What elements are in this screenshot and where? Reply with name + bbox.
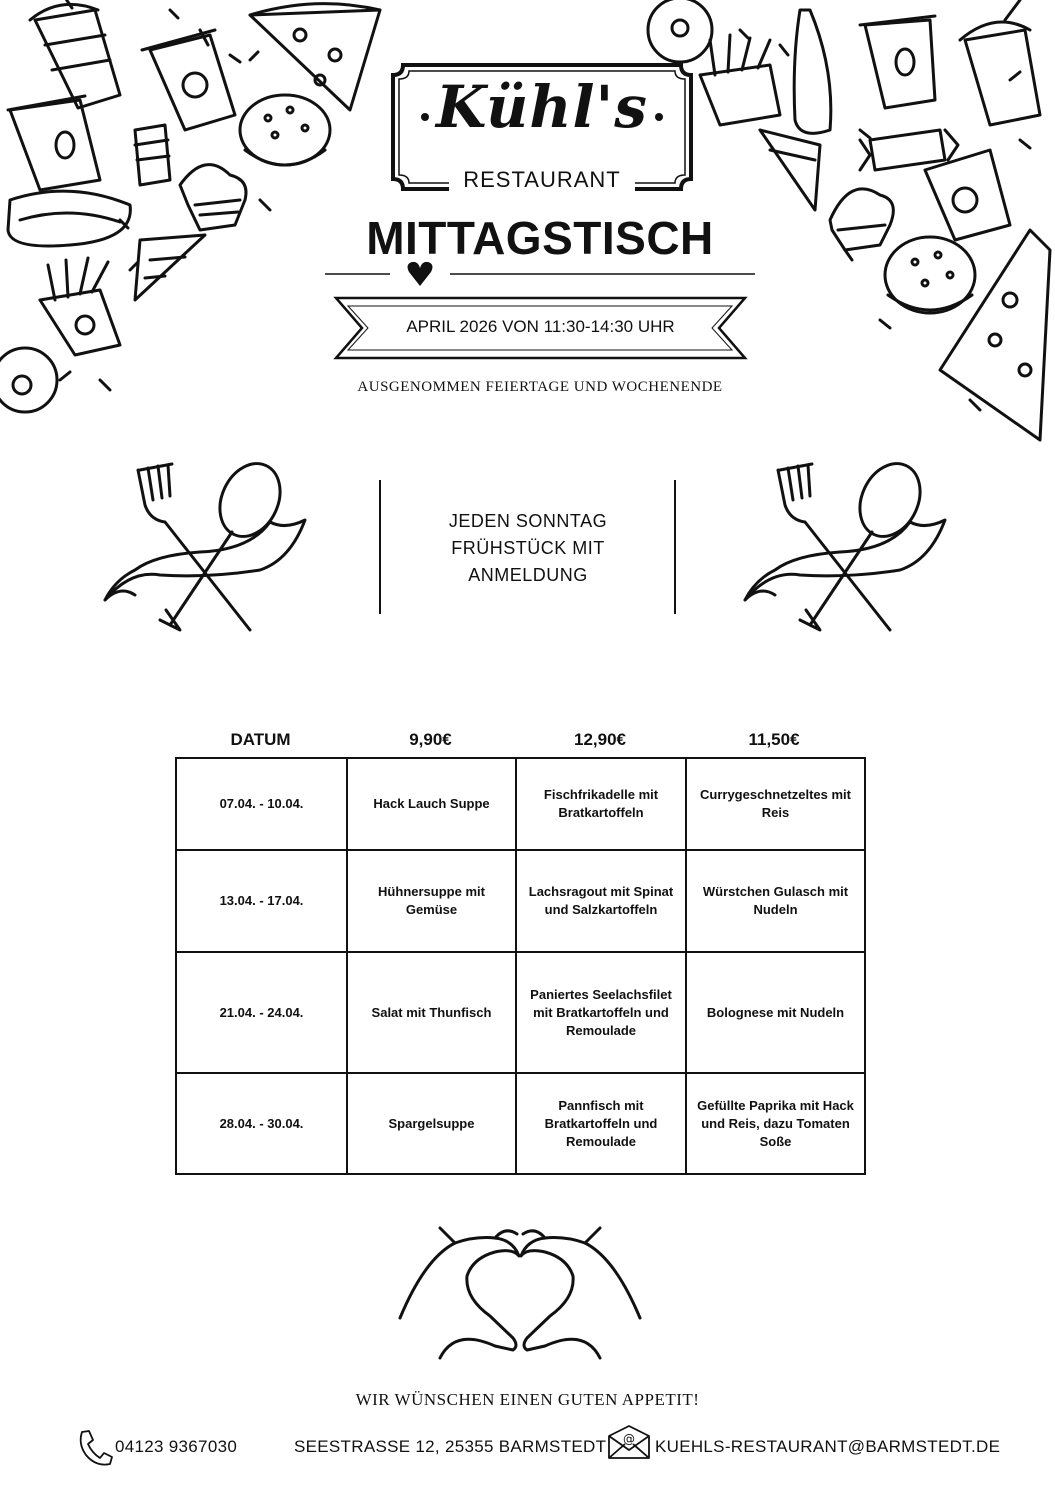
header-price-1: 9,90€ xyxy=(409,730,452,749)
opening-hours: APRIL 2026 VON 11:30-14:30 UHR xyxy=(406,317,675,336)
dish: Fischfrikadelle mit Bratkartoffeln xyxy=(516,758,686,850)
dish: Gefüllte Paprika mit Hack und Reis, dazu Tomaten Soße xyxy=(686,1073,865,1174)
sunday-breakfast-note xyxy=(420,508,636,589)
table-row xyxy=(176,758,865,850)
dish: Würstchen Gulasch mit Nudeln xyxy=(686,850,865,952)
dish: Currygeschnetzeltes mit Reis xyxy=(686,758,865,850)
dish: Paniertes Seelachsfilet mit Bratkartoffeln und Remoulade xyxy=(516,952,686,1073)
menu-table xyxy=(175,757,866,1175)
table-row xyxy=(176,1073,865,1174)
address: SEESTRASSE 12, 25355 BARMSTEDT xyxy=(294,1437,607,1456)
dish: Lachsragout mit Spinat und Salzkartoffeln xyxy=(516,850,686,952)
dish: Bolognese mit Nudeln xyxy=(686,952,865,1073)
email-link[interactable]: KUEHLS-RESTAURANT@BARMSTEDT.DE xyxy=(655,1437,1001,1456)
dish: Salat mit Thunfisch xyxy=(347,952,516,1073)
week-date: 13.04. - 17.04. xyxy=(176,850,347,952)
heart-hands-icon xyxy=(395,1218,645,1368)
dish: Hühnersuppe mit Gemüse xyxy=(347,850,516,952)
sunday-line: JEDEN SONNTAG xyxy=(448,511,608,531)
week-date: 28.04. - 30.04. xyxy=(176,1073,347,1174)
dish: Pannfisch mit Bratkartoffeln und Remoulade xyxy=(516,1073,686,1174)
phone-number[interactable]: 04123 9367030 xyxy=(115,1437,238,1456)
table-row xyxy=(176,850,865,952)
page-title: MITTAGSTISCH xyxy=(366,212,714,264)
divider xyxy=(379,480,381,614)
divider xyxy=(674,480,676,614)
title-divider xyxy=(325,258,755,288)
exception-note: AUSGENOMMEN FEIERTAGE UND WOCHENENDE xyxy=(357,379,723,395)
svg-text:@: @ xyxy=(623,1432,635,1446)
dish: Hack Lauch Suppe xyxy=(347,758,516,850)
table-row xyxy=(176,952,865,1073)
menu-header xyxy=(175,726,863,754)
header-price-2: 12,90€ xyxy=(574,730,626,749)
week-date: 21.04. - 24.04. xyxy=(176,952,347,1073)
cutlery-icon xyxy=(100,460,310,635)
dish: Spargelsuppe xyxy=(347,1073,516,1174)
week-date: 07.04. - 10.04. xyxy=(176,758,347,850)
logo-wordmark: Kühl's xyxy=(436,73,648,141)
closing-message: WIR WÜNSCHEN EINEN GUTEN APPETIT! xyxy=(355,1390,700,1409)
sunday-line: ANMELDUNG xyxy=(468,565,588,585)
cutlery-icon xyxy=(740,460,950,635)
heart-icon xyxy=(408,262,433,286)
phone-icon xyxy=(76,1429,112,1467)
header-price-3: 11,50€ xyxy=(748,730,800,749)
mail-icon xyxy=(607,1424,651,1460)
sunday-line: FRÜHSTÜCK MIT xyxy=(451,538,605,558)
header-date: DATUM xyxy=(230,730,291,749)
logo-subtitle: RESTAURANT xyxy=(463,167,621,192)
